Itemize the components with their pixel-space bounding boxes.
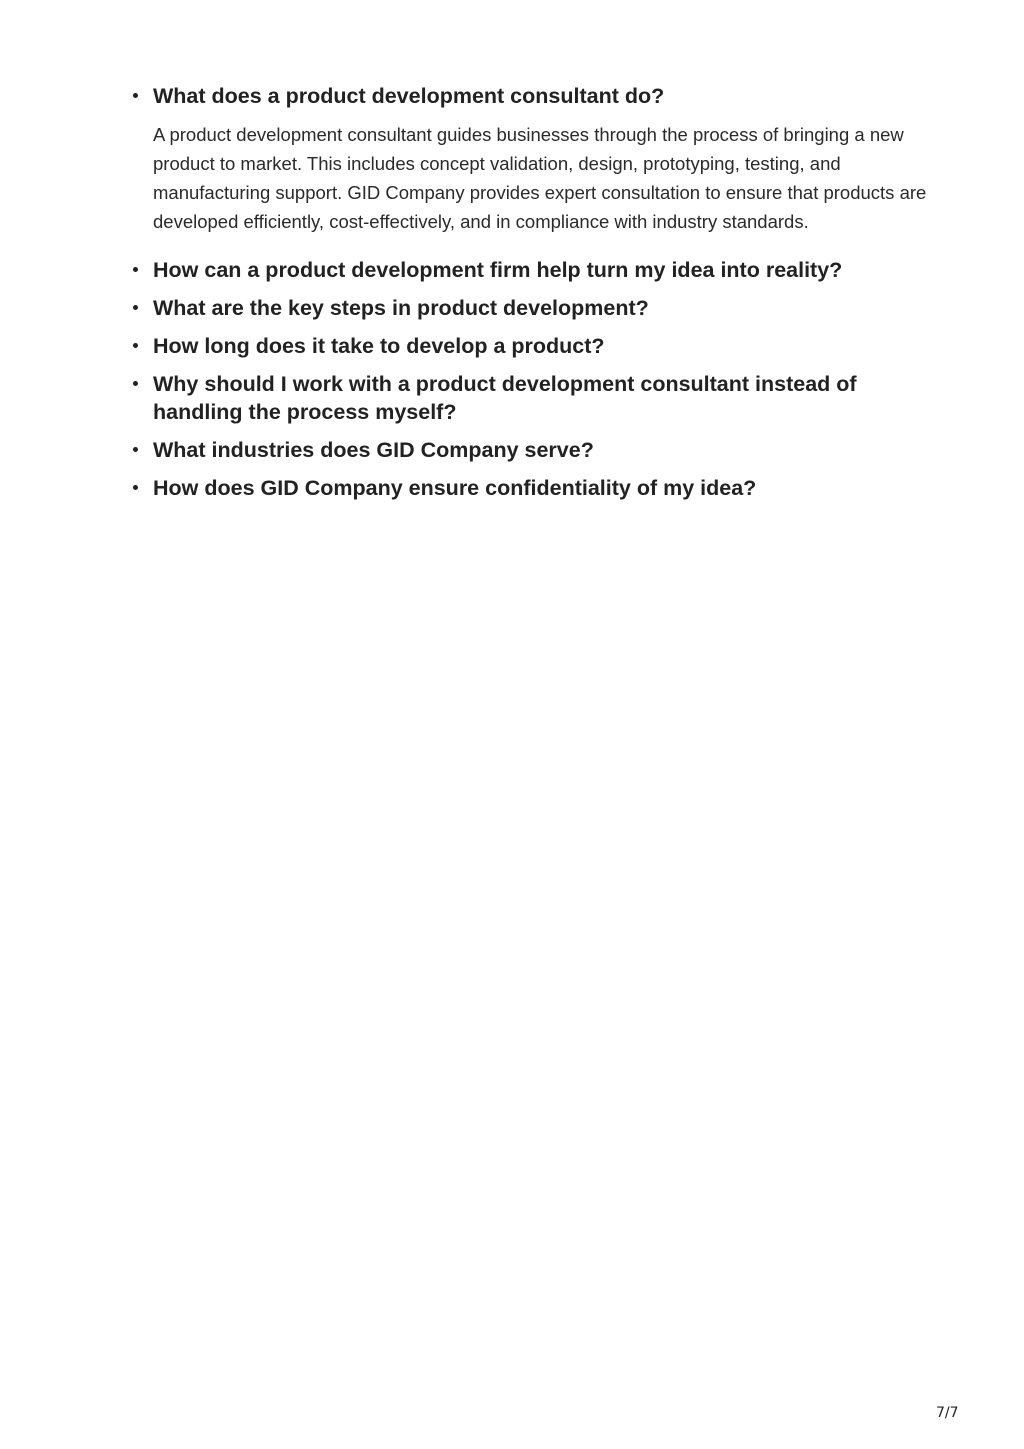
bullet-icon: [133, 447, 138, 452]
faq-question: Why should I work with a product development consultant instead of handling the process myself?: [153, 372, 857, 424]
bullet-icon: [133, 381, 138, 386]
faq-item-industries: [131, 436, 931, 464]
faq-question: How long does it take to develop a product?: [153, 334, 605, 358]
bullet-icon: [133, 267, 138, 272]
bullet-icon: [133, 93, 138, 98]
faq-answer: A product development consultant guides businesses through the process of bringing a new product to market. This includes concept validation, design, prototyping, testing, and manufacturing support. GID Company provides expert consultation to ensure that products are developed efficiently, cost-effectively, and in compliance with industry standards.: [153, 124, 927, 232]
faq-question: What industries does GID Company serve?: [153, 438, 594, 462]
faq-item-key-steps: [131, 294, 931, 322]
faq-list: [131, 82, 931, 512]
faq-item-idea-to-reality: [131, 256, 931, 284]
faq-item-confidentiality: [131, 474, 931, 502]
bullet-icon: [133, 343, 138, 348]
faq-item-duration: [131, 332, 931, 360]
bullet-icon: [133, 485, 138, 490]
faq-item-consultant-role: [131, 82, 931, 236]
faq-question: What are the key steps in product development?: [153, 296, 649, 320]
page-number: 7/7: [936, 1405, 959, 1421]
faq-item-why-consultant: [131, 370, 931, 426]
faq-question: What does a product development consultant do?: [153, 84, 665, 108]
faq-question: How does GID Company ensure confidentiality of my idea?: [153, 476, 757, 500]
faq-question: How can a product development firm help turn my idea into reality?: [153, 258, 843, 282]
bullet-icon: [133, 305, 138, 310]
